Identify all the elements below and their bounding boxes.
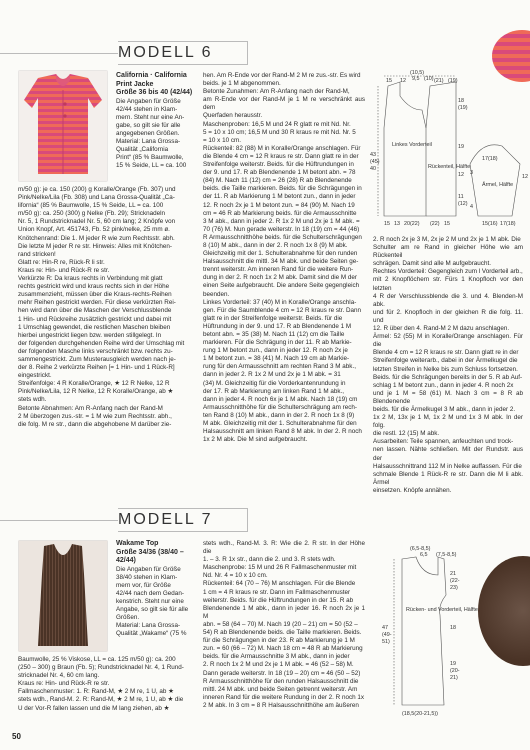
schem7-top-0: (6,5-8,5): [410, 546, 431, 552]
schem6-bottom-3: (22): [430, 221, 440, 227]
body-line: beids. je 1 M abgenommen.: [203, 80, 281, 88]
body-line: glatt re in der Streifenfolge weiterstr. Beids. für die: [203, 314, 343, 322]
schem6-piece-2: Ärmel, Hälfte: [482, 182, 514, 188]
body-line: stets wdh., Rand-M. 2. R: Rand-M, ★ 2 M re, 1 U, ab ★ die: [18, 696, 184, 704]
body-line: beids. die Taille markieren. Beids. für die Schrägungen in: [203, 185, 362, 193]
modell6-title-3: Größe 36 bis 40 (42/44): [116, 89, 193, 96]
body-line: beenden.: [203, 290, 230, 298]
body-line: schrägen. Damit sind alle M aufgebraucht.: [373, 260, 491, 268]
modell7-header: [118, 508, 248, 532]
intro-line: Qualität „Wakame“ (75 %: [116, 630, 187, 638]
schem6-piece-1: Rückenteil, Hälfte: [428, 164, 471, 170]
body-line: zusammenzieht, müssen über die Kraus-rechts-Reihen: [18, 291, 172, 299]
body-line: einsetzen. Knöpfe annähen.: [373, 486, 452, 494]
body-line: Kraus re: Hin- und Rück-R re str.: [18, 266, 110, 274]
header-rule: [0, 520, 118, 521]
body-line: Hüftrundung in der 9. und 17. R ab Blendenende 1 M: [203, 322, 352, 330]
body-line: Betonte Abnahmen: Am R-Anfang nach der Rand-M: [18, 404, 163, 412]
modell6-title-1: California · California: [116, 72, 187, 79]
body-line: 4 R der Verschlussblende die 3. und 4. Blenden-M abk.: [373, 292, 523, 308]
schem6-bottom-1: 13: [394, 221, 400, 227]
body-line: m/50 g): ca. 250 (300) g Nelke (Fb. 29); Stricknadeln: [18, 210, 165, 218]
body-line: zun. = 60 (66 – 72) M. Nach 18 cm = 48 R ab Markierung: [203, 645, 363, 653]
body-line: Knötchenrand: Die 1. M jeder R wie zum Rechtsstr. abh.: [18, 234, 175, 242]
body-line: Streifenfolge: 4 R Koralle/Orange, ★ 12 R Nelke, 12 R: [18, 380, 170, 388]
schem6-left-1: (45): [370, 159, 380, 165]
body-line: m/50 g): je ca. 150 (200) g Koralle/Orange (Fb. 307) und: [18, 186, 176, 193]
body-line: Fallmaschenmuster: 1. R: Rand-M, ★ 2 M re, 1 U, ab ★: [18, 688, 174, 696]
modell6-title-block: [116, 72, 201, 170]
body-line: Streifenfolge weiterarb., dabei in der Ärmelkugel die: [373, 357, 518, 365]
body-line: rand stricken!: [18, 250, 56, 258]
schem6-right-5: (12): [458, 201, 468, 207]
intro-line: Die Angaben für Größe: [116, 565, 181, 573]
schem6-top-5: (21): [434, 78, 444, 84]
intro-line: mern vor, für Größe: [116, 581, 171, 589]
body-line: Blende 4 cm = 12 R kraus re str. Dann glatt re in der: [373, 349, 519, 357]
body-line: 2 M abk. In 3 cm = 8 R Halsausschnitthöhe am äußeren: [203, 701, 359, 709]
body-line: Pink/Nelke/Lila, 12 R Nelke, 12 R Koralle/Orange, ab ★: [18, 388, 174, 396]
modell7-title-2: Größe 34/36 (38/40 –: [116, 548, 184, 556]
yarn-swatch-brown: [478, 556, 530, 666]
body-line: Nd. Nr. 4 = 10 x 10 cm.: [203, 572, 268, 580]
schem7-right-5: (20-: [450, 668, 460, 674]
body-line: nen lassen. Nähte schließen. Mit der Rundstr. aus der: [373, 446, 523, 462]
schem6-sleeve-5: 17(18): [500, 221, 516, 227]
schem6-right-1: (19): [458, 105, 468, 111]
intro-line: kenstrich. Steht nur eine: [116, 597, 184, 605]
body-line: R Armausschnitthöhe für den runden Halsausschnitt die: [203, 677, 359, 685]
modell7-title-block: [116, 540, 201, 638]
body-line: Querfaden herausstr.: [203, 112, 263, 120]
body-line: Beids. für die Schrägungen bereits in der 5. R ab Auf-: [373, 373, 523, 381]
schem7-left-1: (49-: [382, 632, 392, 638]
body-line: Glatt re: Hin-R re, Rück-R li str.: [18, 258, 105, 266]
body-line: rung 1 M betont zun., dann in jeder 12. R noch 2x je: [203, 347, 348, 355]
intro-line: Material: Lana Grossa-: [116, 137, 181, 145]
body-line: markieren. Für die Schrägung in der 11. R ab Markie-: [203, 339, 352, 347]
body-line: letzten Streifen in Nelke bis zum Schluss fortsetzen.: [373, 365, 518, 373]
body-line: der folgenden Masche links verschränkt bzw. rechts zu-: [18, 347, 173, 355]
body-line: 1 Umschlag gewendet, die restlichen Maschen bleiben: [18, 323, 171, 331]
schem7-top-1: 6,5: [420, 552, 428, 558]
body-line: 1 Hin- und Rückreihe zusätzlich gestrickt und dabei mit: [18, 315, 172, 323]
intro-line: Größen.: [116, 614, 140, 622]
body-line: stets wdh.: [18, 396, 47, 404]
body-line: am R-Ende vor der Rand-M je 1 M re verschränkt aus dem: [203, 96, 365, 112]
body-line: 3 M abk., dann in jeder 2. R 1x 2 M und 2x je 1 M abk. =: [203, 217, 360, 225]
body-line: Schulter am re Rand in gleicher Höhe wie am Rückenteil: [373, 244, 523, 260]
body-line: dung in der 2. R noch 1x 2 M abk. Damit sind die M der: [203, 274, 358, 282]
body-line: Blendenende 1 M abk., dann in jeder 16. R noch 2x je 1 M: [203, 604, 365, 620]
intro-line: Qualität „California: [116, 146, 169, 154]
schem6-top-6: (19): [448, 78, 458, 84]
schem6-bottom-4: 15: [444, 221, 450, 227]
body-line: stricknadel Nr. 4, 60 cm lang.: [18, 672, 100, 680]
body-line: Streifenfolge weiterstr. Beids. für die Hüftrundungen in: [203, 161, 354, 169]
schem6-top-1: 9,5: [412, 76, 420, 82]
intro-line: Print“ (85 % Baumwolle,: [116, 154, 184, 162]
body-line: stets wdh., Rand-M. 3. R: Wie die 2. R str. In der Höhe die: [203, 540, 365, 556]
body-line: hen. Am R-Ende vor der Rand-M 2 M re zus.-str. Es wird: [203, 72, 361, 79]
header-rule: [0, 53, 118, 54]
body-line: 2 M überzogen zus.-str. = 1 M wie zum Rechtsstr. abh.,: [18, 412, 172, 420]
body-line: 2. R noch 1x 2 M und 2x je 1 M abk. = 46 (52 – 58) M.: [203, 661, 354, 669]
intro-line: Die Angaben für Größe: [116, 97, 181, 105]
body-line: (250 – 300) g Braun (Fb. 5); Rundstricknadel Nr. 4, 1 Rund-: [18, 664, 184, 672]
body-line: Kraus re: Hin- und Rück-R re str.: [18, 680, 110, 688]
body-line: mehr Reihen gestrickt werden. Für diese verkürzten Rei-: [18, 299, 176, 307]
modell7-title-1: Wakame Top: [116, 540, 159, 547]
body-line: rechts gestrickt wird und kraus rechts sich in der Höhe: [18, 283, 170, 291]
jacket-photo: [18, 70, 108, 182]
body-line: Baumwolle, 25 % Viskose, LL = ca. 125 m/50 g): ca. 200: [18, 656, 176, 663]
body-line: M abk. Gleichzeitig mit der 1. Schulterabnahme für den: [203, 420, 357, 428]
schem7-top-2: (7,5-8,5): [436, 552, 457, 558]
body-line: Nr. 5, 1 Rundstricknadel Nr. 5, 60 cm lang; 2 Knöpfe von: [18, 218, 176, 226]
schem6-sleeve-4: 15(16): [482, 221, 498, 227]
body-line: trennt weiterstr. Am inneren Rand für die weitere Run-: [203, 266, 354, 274]
body-line: Linkes Vorderteil: 37 (40) M in Koralle/Orange anschla-: [203, 298, 357, 306]
body-line: 2. R noch 2x je 3 M, 2x je 2 M und 2x je 1 M abk. Die: [373, 236, 521, 243]
body-line: ten Rand 8 (10) M abk., dann in der 2. R noch 1x 8 (9): [203, 411, 355, 419]
body-line: gen. Für die Saumblende 4 cm = 12 R kraus re str. Dann: [203, 306, 362, 314]
body-line: abn. = 58 (64 – 70) M. Nach 19 (20 – 21) cm = 50 (52 –: [203, 620, 358, 628]
body-line: der 17. R ab Markierung am linken Rand 1 M abk.,: [203, 387, 345, 395]
schem7-left-2: 51): [382, 639, 390, 645]
body-line: und für 2. Knopfloch in der gleichen R die folg. 11. und: [373, 308, 523, 324]
body-line: 12. R noch 2x je 1 M betont zun. = 84 (90) M. Nach 19: [203, 201, 355, 209]
body-line: beids. für die Armausschnitte 3 M abk., dann in jeder: [203, 653, 350, 661]
body-line: U der Vor-R fallen lassen und die M lang ziehen, ab ★: [18, 704, 170, 712]
schem6-sleeve-2: 3: [470, 170, 473, 176]
modell7-column-2: [203, 540, 365, 710]
body-line: 1 cm = 4 R kraus re str. Dann im Fallmaschenmuster: [203, 588, 351, 596]
schem7-piece-0: Rücken- und Vorderteil, Hälfte: [406, 607, 478, 613]
intro-line: Material: Lana Grossa-: [116, 622, 181, 630]
schem6-right-4: 11: [458, 194, 464, 200]
body-line: 1x 2 M, 13x je 1 M, 1x 2 M und 1x 3 M abk. In der folg.: [373, 414, 523, 430]
jacket-illustration: [18, 70, 108, 182]
schem7-bottom-0: (18,5(20-21,5)): [402, 711, 438, 717]
intro-line: gabe, so gilt sie für alle: [116, 121, 181, 129]
modell7-schematic: [380, 545, 480, 725]
schem7-right-3: 18: [450, 625, 456, 631]
body-line: weiterstr. Beids. für die Hüftrundungen in der 15. R ab: [203, 596, 354, 604]
intro-line: 42/44 stehen in Klam-: [116, 105, 178, 113]
body-line: der 9. und 17. R ab Blendenende 1 M betont abn. = 78: [203, 169, 356, 177]
body-line: inneren Rand für die weitere Rundung in der 2. R noch 1x: [203, 693, 365, 701]
body-line: sammengestrickt. Zum Musterausgleich werden nach je-: [18, 355, 176, 363]
modell6-column-3: [373, 236, 523, 495]
schem6-bottom-0: 15: [384, 221, 390, 227]
schem6-sleeve-1: 12: [522, 174, 528, 180]
intro-line: 42/44 nach dem Gedan-: [116, 589, 184, 597]
schem6-bottom-2: 20(22): [404, 221, 420, 227]
schem6-top-2: (10): [424, 76, 434, 82]
body-line: hierbei ungestrickt liegen bzw. werden stillgelegt. In: [18, 331, 162, 339]
modell6-schematic: [370, 68, 530, 234]
body-line: 1 M betont zun. = 38 (41) M. Nach 19 cm ab Markie-: [203, 355, 350, 363]
body-line: 8 (10) M abk., dann in der 2. R noch 1x 8 (9) M abk.: [203, 241, 348, 249]
body-line: beids. für die Ärmelkugel 3 M abk., dann in jeder 2.: [373, 405, 516, 413]
body-line: mit 2 Knopflöchern str. Fürs 1 Knopfloch vor den letzten: [373, 276, 523, 292]
body-line: der folgenden durchgehenden Reihe wird der Umschlag mit: [18, 339, 185, 347]
schem6-top-4: 12: [400, 78, 406, 84]
modell7-column-1: [18, 656, 198, 713]
body-line: betont abn. = 35 (38) M. Nach 11 (12) cm die Taille: [203, 331, 345, 338]
body-line: 1x 2 M abk. Die M sind aufgebraucht.: [203, 436, 308, 444]
schem7-left-0: 47: [382, 625, 388, 631]
modell6-column-2: [203, 72, 365, 444]
modell6-header-label: MODELL 6: [118, 44, 213, 61]
body-line: dann in jeder 4. R noch 6x je 1 M abk. Nach 18 (19) cm: [203, 395, 358, 403]
schem6-left-0: 43: [370, 152, 376, 158]
modell7-header-label: MODELL 7: [118, 511, 213, 528]
modell6-column-1: [18, 186, 198, 429]
body-line: schlag 1 M betont zun., dann in jeder 4. R noch 2x: [373, 381, 514, 389]
schem6-sleeve-0: 17(18): [482, 156, 498, 162]
body-line: dann in jeder 2. R 1x 2 M und 2x je 1 M abk. = 31: [203, 371, 341, 379]
body-line: Rückenteil: 82 (88) M in Koralle/Orange anschlagen. Für: [203, 144, 361, 152]
schem6-right-2: 19: [458, 144, 464, 150]
page-number: 50: [12, 732, 21, 741]
schem7-right-1: (22-: [450, 578, 460, 584]
intro-line: mern. Steht nur eine An-: [116, 113, 185, 121]
body-line: Pink/Nelke/Lila (Fb. 308) und Lana Grossa-Qualität „Ca-: [18, 194, 175, 202]
body-line: 12. R über den 4. Rand-M 2 M dazu anschlagen.: [373, 325, 510, 333]
body-line: rung für den Armausschnitt am rechten Rand 3 M abk.,: [203, 363, 356, 371]
body-line: mittl. 24 M abk. und beide Seiten getrennt weiterstr. Am: [203, 685, 358, 693]
body-line: Betonte Zunahmen: Am R-Anfang nach der Rand-M,: [203, 88, 350, 96]
body-line: der 8. Reihe 2 verkürzte Reihen [= 1 Hin- und 1 Rück-R]: [18, 364, 175, 372]
modell6-header: [118, 41, 248, 65]
body-line: Halsausschnittrand 112 M in Nelke auffassen. Für die: [373, 462, 522, 470]
body-line: Halsausschnitt die mittl. 34 M abk. und beide Seiten ge-: [203, 258, 359, 266]
intro-line: 15 % Seide, LL = ca. 100: [116, 162, 187, 170]
schem6-sleeve-3: 4: [470, 204, 473, 210]
body-line: Ausarbeiten: Teile spannen, anfeuchten und trock-: [373, 438, 514, 446]
schem6-top-0: (10,5): [410, 70, 425, 76]
modell6-title-2: Print Jacke: [116, 80, 154, 88]
body-line: = 10 x 10 cm.: [203, 136, 241, 144]
body-line: Armausschnitthöhe für die Schulterschrägung am rech-: [203, 403, 358, 411]
body-line: Rechtes Vorderteil: Gegengleich zum l Vorderteil arb.,: [373, 268, 523, 276]
body-line: die restl. 12 (15) M abk.: [373, 430, 440, 438]
body-line: schmale Blende 1 Rück-R re str. Dann die M li abk. Ärmel: [373, 470, 523, 486]
top-photo: [18, 540, 108, 652]
body-line: Gleichzeitig mit der 1. Schulterabnahme für den runden: [203, 250, 358, 258]
body-line: einen Seite aufgebraucht. Die andere Seite gegengleich: [203, 282, 360, 290]
body-line: die folg. M re str., dann die abgehobene M darüber zie-: [18, 420, 172, 428]
schem7-right-2: 23): [450, 585, 458, 591]
schem6-piece-0: Linkes Vorderteil: [392, 142, 432, 148]
body-line: Union Knopf, Art. 451743, Fb. 52 pink/nelke, 25 mm ø.: [18, 226, 170, 234]
body-line: Maschenprobe: 15 M und 26 R Fallmaschenmuster mit: [203, 564, 357, 572]
intro-line: 38/40 stehen in Klam-: [116, 573, 178, 581]
body-line: 70 (76) M. Nun gerade weiterstr. In 18 (19) cm = 44 (46): [203, 225, 360, 233]
body-line: Ärmel: 52 (55) M in Koralle/Orange anschlagen. Für die: [373, 333, 523, 349]
top-illustration: [18, 540, 108, 652]
body-line: der 11. R ab Markierung 1 M betont zun., dann in jeder: [203, 193, 356, 201]
body-line: (34) M. Gleichzeitig für die Vorderkantenrundung in: [203, 379, 346, 387]
body-line: cm = 46 R ab Markierung beids. für die Armausschnitte: [203, 209, 357, 217]
schem7-right-4: 19: [450, 661, 456, 667]
body-line: für die Schrägungen in der 23. R ab Markierung je 1 M: [203, 637, 355, 645]
body-line: 1. – 3. R 1x str., dann die 2. und 3. R stets wdh.: [203, 556, 336, 564]
schem6-right-0: 18: [458, 98, 464, 104]
body-line: eingestrickt.: [18, 372, 52, 380]
body-line: die Blende 4 cm = 12 R kraus re str. Dann glatt re in der: [203, 152, 359, 160]
schem6-right-3: 12: [458, 172, 464, 178]
body-line: (84) M. Nach 11 (12) cm = 26 (28) R ab Blendenende: [203, 177, 352, 185]
schem6-left-2: 40: [370, 166, 376, 172]
schem7-right-6: 21): [450, 675, 458, 681]
body-line: Verkürzte R: Da kraus rechts in Verbindung mit glatt: [18, 275, 163, 283]
body-line: und je 1 M = 58 (61) M. Nach 3 cm = 8 R ab Blendenende: [373, 389, 523, 405]
schem7-right-0: 21: [450, 571, 456, 577]
body-line: 54) R ab Blendenende beids. die Taille markieren. Beids.: [203, 629, 362, 637]
intro-line: angegebenen Größen.: [116, 129, 180, 137]
intro-line: Angabe, so gilt sie für alle: [116, 605, 189, 613]
schem6-top-3: 15: [386, 78, 392, 84]
body-line: lifornia“ (85 % Baumwolle, 15 % Seide, LL = ca. 100: [18, 202, 164, 210]
modell7-title-3: 42/44): [116, 557, 136, 564]
body-line: R Armausschnitthöhe beids. für die Schulterschrägungen: [203, 233, 362, 241]
body-line: 5 = 10 x 10 cm; 16,5 M und 30 R kraus re mit Nd. Nr. 5: [203, 128, 356, 136]
body-line: Rückenteil: 64 (70 – 76) M anschlagen. Für die Blende: [203, 580, 356, 588]
body-line: hen wird dann über die Maschen der Verschlussblende: [18, 307, 172, 315]
body-line: Dann gerade weiterstr. In 18 (19 – 20) cm = 46 (50 – 52): [203, 669, 361, 677]
body-line: Maschenproben: 16,5 M und 24 R glatt re mit Nd. Nr.: [203, 120, 351, 128]
body-line: Halsausschnitt am linken Rand 8 M abk. In der 2. R noch: [203, 428, 362, 436]
body-line: Die letzte M jeder R re str. Hinweis: Alles mit Knötchen-: [18, 242, 172, 250]
